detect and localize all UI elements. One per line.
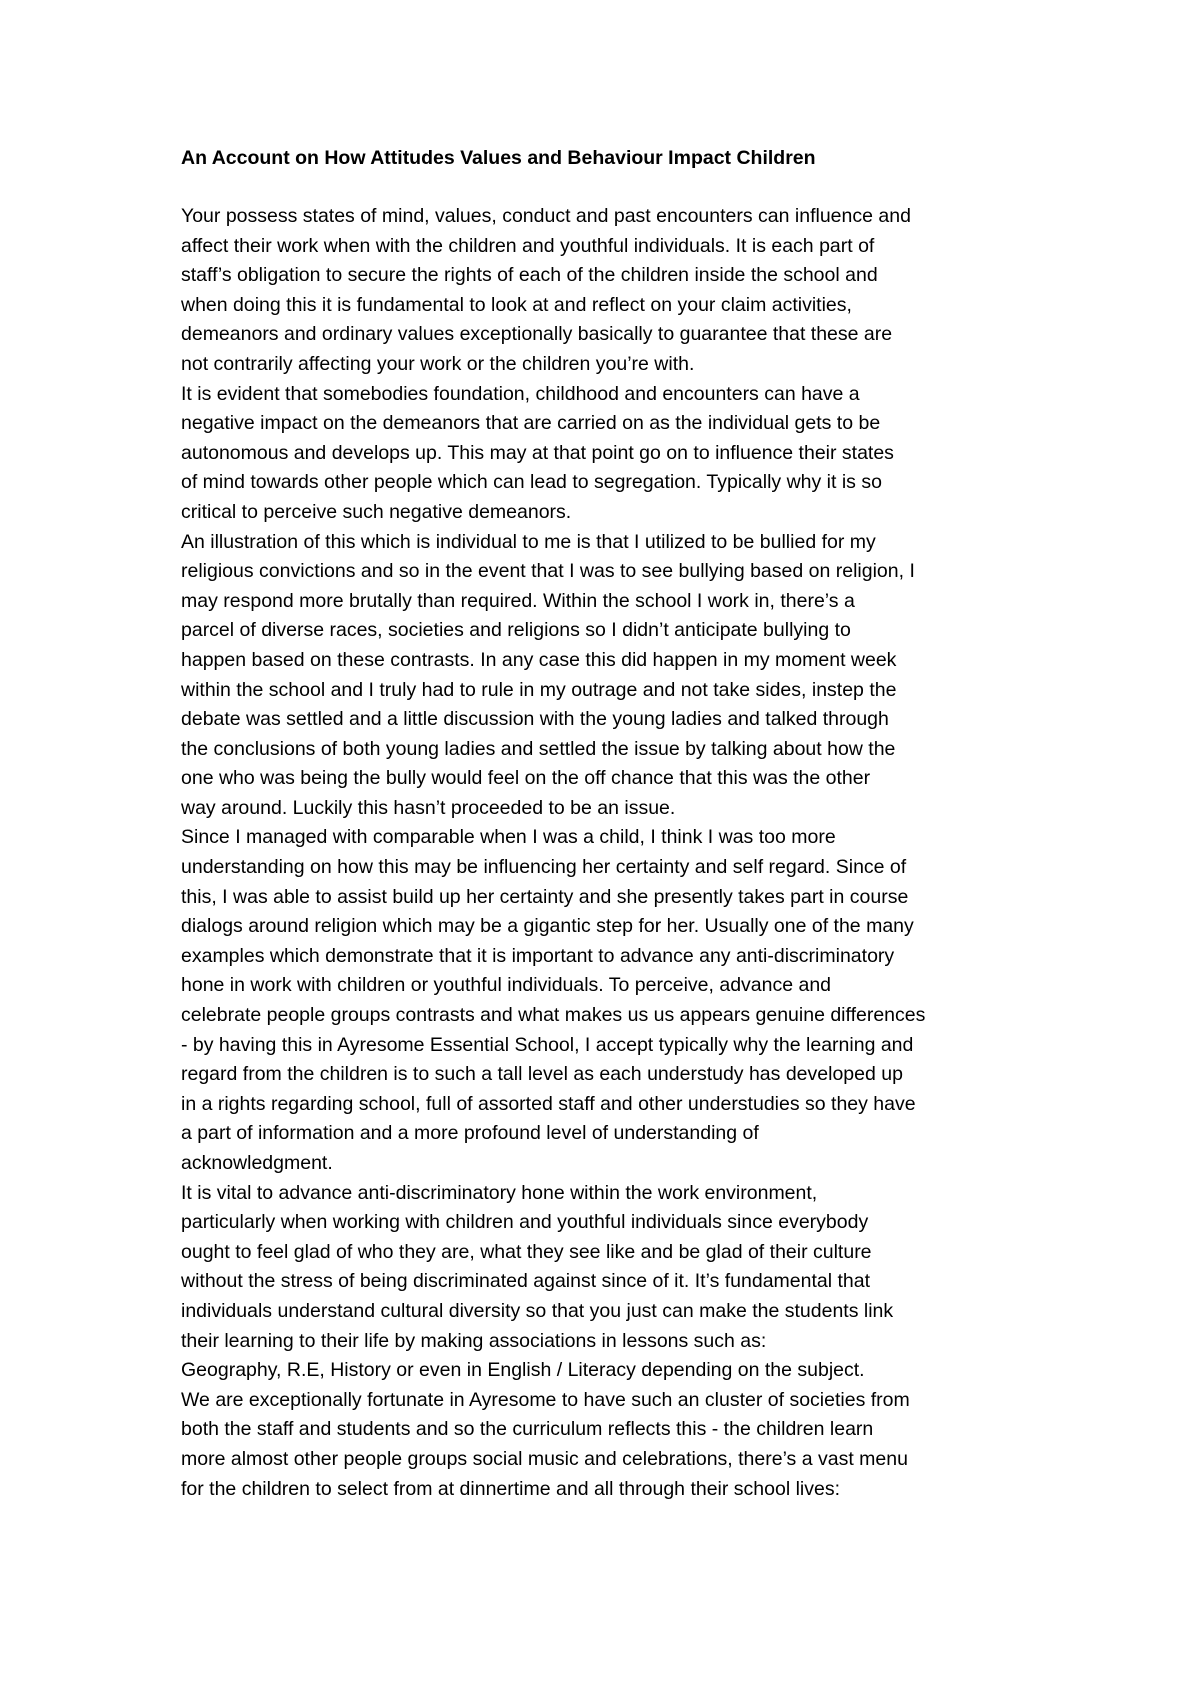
text-line: ought to feel glad of who they are, what they see like and be glad of their culture (181, 1240, 872, 1263)
text-line: this, I was able to assist build up her certainty and she presently takes part in course (181, 885, 909, 908)
text-line: happen based on these contrasts. In any case this did happen in my moment week (181, 648, 897, 671)
text-line: negative impact on the demeanors that are carried on as the individual gets to be (181, 412, 881, 435)
text-line: We are exceptionally fortunate in Ayresome to have such an cluster of societies from (181, 1388, 910, 1411)
text-line: hone in work with children or youthful individuals. To perceive, advance and (181, 974, 832, 997)
text-line: affect their work when with the children and youthful individuals. It is each part of (181, 234, 875, 257)
text-line: demeanors and ordinary values exceptionally basically to guarantee that these are (181, 323, 893, 346)
text-line: their learning to their life by making associations in lessons such as: (181, 1329, 767, 1352)
text-line: one who was being the bully would feel on the off chance that this was the other (181, 767, 871, 790)
text-line: way around. Luckily this hasn’t proceeded to be an issue. (181, 796, 676, 819)
text-line: regard from the children is to such a tall level as each understudy has developed up (181, 1063, 903, 1086)
text-line: not contrarily affecting your work or the children you’re with. (181, 352, 695, 375)
document-body (181, 144, 1041, 1504)
text-line: both the staff and students and so the curriculum reflects this - the children learn (181, 1418, 874, 1441)
text-line: examples which demonstrate that it is important to advance any anti-discriminatory (181, 944, 895, 967)
text-line: individuals understand cultural diversity so that you just can make the students link (181, 1299, 894, 1322)
text-line: may respond more brutally than required. Within the school I work in, there’s a (181, 589, 855, 612)
text-line: without the stress of being discriminated against since of it. It’s fundamental that (181, 1270, 871, 1293)
text-line: Since I managed with comparable when I was a child, I think I was too more (181, 826, 836, 849)
text-line: of mind towards other people which can lead to segregation. Typically why it is so (181, 471, 882, 494)
text-line: a part of information and a more profound level of understanding of (181, 1122, 759, 1145)
text-line: within the school and I truly had to rule in my outrage and not take sides, instep the (181, 678, 897, 701)
text-line: in a rights regarding school, full of assorted staff and other understudies so they have (181, 1092, 916, 1115)
document-text (181, 202, 1041, 1504)
text-line: - by having this in Ayresome Essential School, I accept typically why the learning and (181, 1033, 914, 1056)
text-line: celebrate people groups contrasts and what makes us us appears genuine differences (181, 1004, 926, 1027)
text-line: when doing this it is fundamental to look at and reflect on your claim activities, (181, 293, 852, 316)
text-line: understanding on how this may be influencing her certainty and self regard. Since of (181, 856, 907, 879)
text-line: dialogs around religion which may be a gigantic step for her. Usually one of the many (181, 915, 914, 938)
document-title: An Account on How Attitudes Values and Behaviour Impact Children (181, 147, 816, 169)
text-line: more almost other people groups social music and celebrations, there’s a vast menu (181, 1447, 908, 1470)
text-line: An illustration of this which is individual to me is that I utilized to be bullied for my (181, 530, 876, 553)
text-line: particularly when working with children and youthful individuals since everybody (181, 1211, 869, 1234)
text-line: debate was settled and a little discussion with the young ladies and talked through (181, 708, 889, 731)
text-line: religious convictions and so in the event that I was to see bullying based on religion, I (181, 560, 915, 583)
text-line: Your possess states of mind, values, conduct and past encounters can influence and (181, 205, 911, 227)
text-line: critical to perceive such negative demeanors. (181, 500, 572, 523)
text-line: parcel of diverse races, societies and religions so I didn’t anticipate bullying to (181, 619, 851, 642)
text-line: the conclusions of both young ladies and settled the issue by talking about how the (181, 737, 896, 760)
text-line: It is evident that somebodies foundation, childhood and encounters can have a (181, 382, 860, 405)
text-line: autonomous and develops up. This may at that point go on to influence their states (181, 441, 894, 464)
text-line: staff’s obligation to secure the rights of each of the children inside the school and (181, 264, 878, 287)
text-line: for the children to select from at dinnertime and all through their school lives: (181, 1477, 841, 1500)
text-line: It is vital to advance anti-discriminatory hone within the work environment, (181, 1181, 818, 1204)
text-line: Geography, R.E, History or even in English / Literacy depending on the subject. (181, 1359, 865, 1382)
text-line: acknowledgment. (181, 1152, 333, 1174)
